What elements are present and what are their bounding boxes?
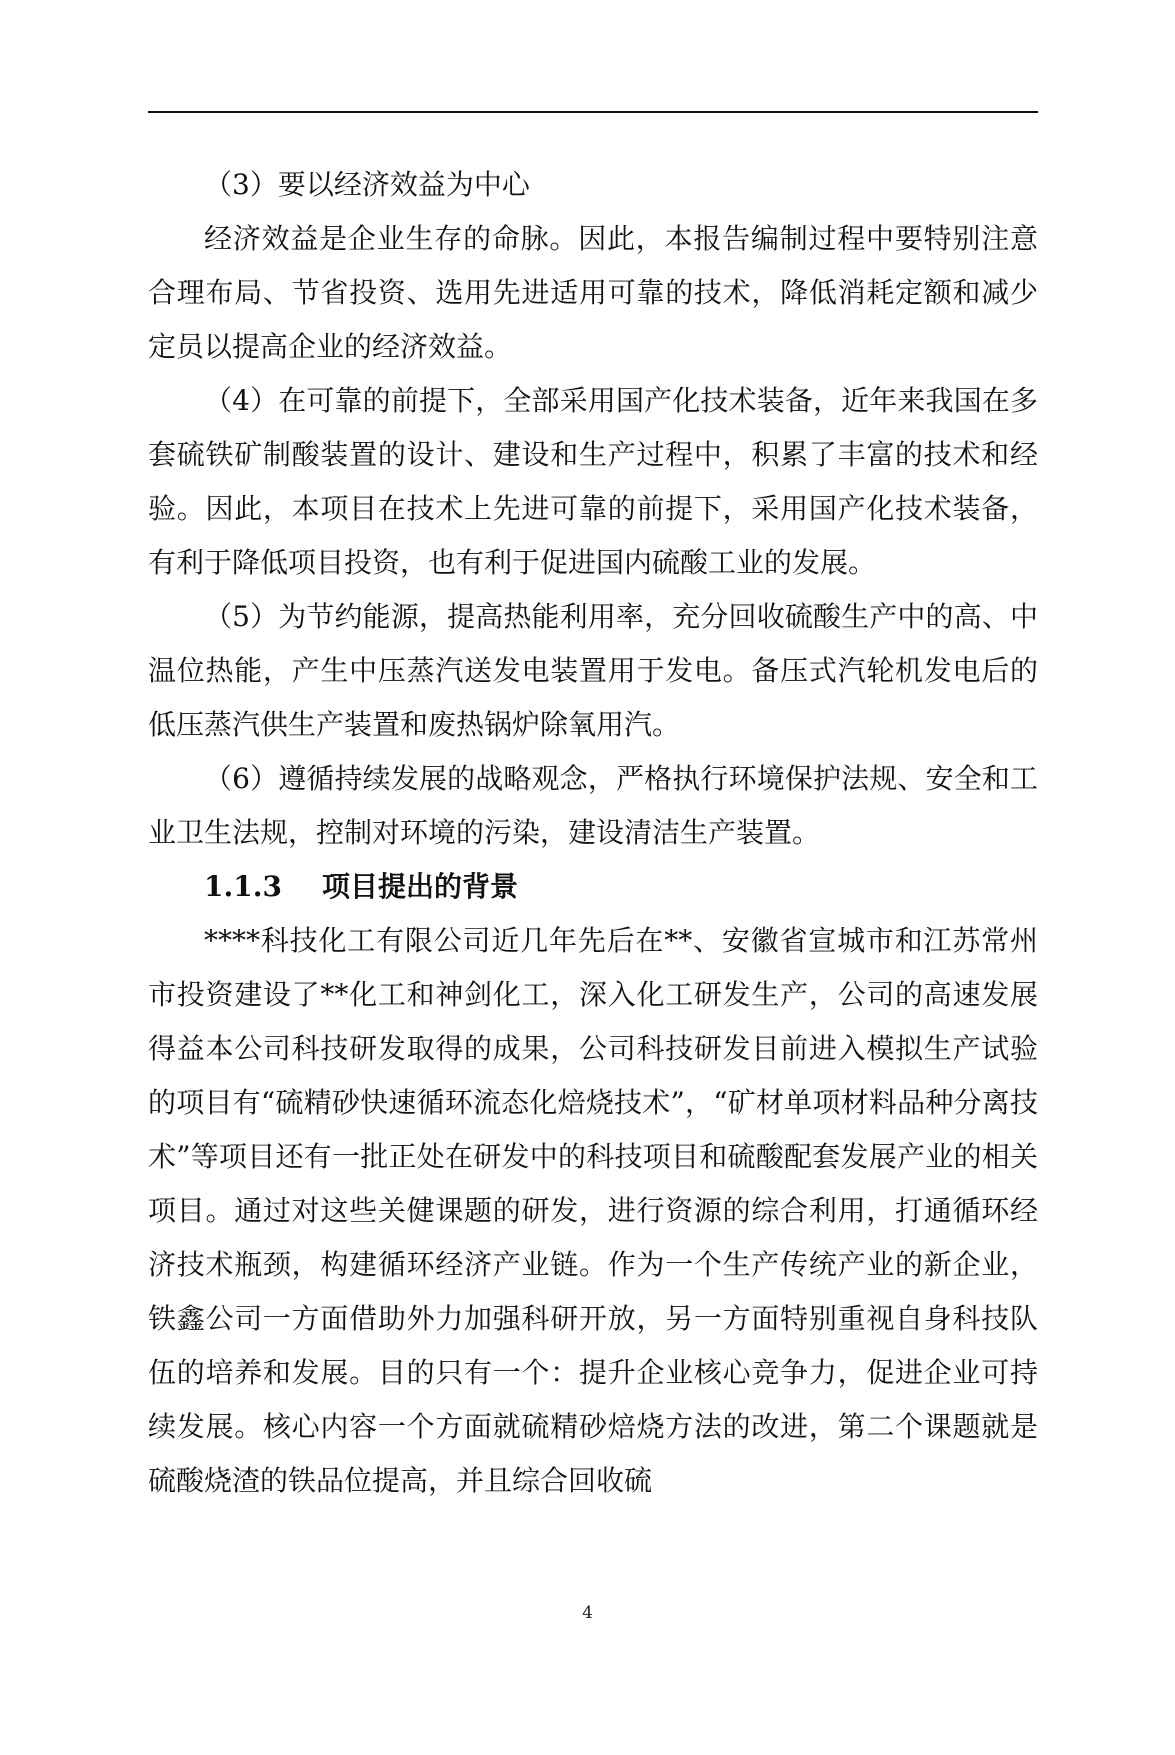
header-rule <box>148 111 1038 113</box>
page-body <box>148 158 1038 1508</box>
paragraph-item-6: （6）遵循持续发展的战略观念，严格执行环境保护法规、安全和工业卫生法规，控制对环境的污染，建设清洁生产装置。 <box>148 762 1038 849</box>
paragraph-economic-benefit: 经济效益是企业生存的命脉。因此，本报告编制过程中要特别注意合理布局、节省投资、选用先进适用可靠的技术，降低消耗定额和减少定员以提高企业的经济效益。 <box>148 222 1038 363</box>
section-number: 1.1.3 <box>204 870 282 903</box>
paragraph-background: ****科技化工有限公司近几年先后在**、安徽省宣城市和江苏常州市投资建设了**化工和神剑化工，深入化工研发生产，公司的高速发展得益本公司科技研发取得的成果，公司科技研发目前进入模拟生产试验的项目有“硫精砂快速循环流态化焙烧技术”，“矿材单项材料品种分离技术”等项目还有一批正处在研发中的科技项目和硫酸配套发展产业的相关项目。通过对这些关健课题的研发，进行资源的综合利用，打通循环经济技术瓶颈，构建循环经济产业链。作为一个生产传统产业的新企业，铁鑫公司一方面借助外力加强科研开放，另一方面特别重视自身科技队伍的培养和发展。目的只有一个：提升企业核心竞争力，促进企业可持续发展。核心内容一个方面就硫精砂焙烧方法的改进，第二个课题就是硫酸烧渣的铁品位提高，并且综合回收硫 <box>148 924 1038 1497</box>
page-number: 4 <box>582 1603 593 1623</box>
paragraph-item-3: （3）要以经济效益为中心 <box>204 168 530 201</box>
paragraph-item-4: （4）在可靠的前提下，全部采用国产化技术装备，近年来我国在多套硫铁矿制酸装置的设计、建设和生产过程中，积累了丰富的技术和经验。因此，本项目在技术上先进可靠的前提下，采用国产化技术装备，有利于降低项目投资，也有利于促进国内硫酸工业的发展。 <box>148 384 1038 579</box>
section-heading <box>148 860 1038 914</box>
paragraph-item-5: （5）为节约能源，提高热能利用率，充分回收硫酸生产中的高、中温位热能，产生中压蒸汽送发电装置用于发电。备压式汽轮机发电后的低压蒸汽供生产装置和废热锅炉除氧用汽。 <box>148 600 1038 741</box>
section-title: 项目提出的背景 <box>322 870 519 903</box>
